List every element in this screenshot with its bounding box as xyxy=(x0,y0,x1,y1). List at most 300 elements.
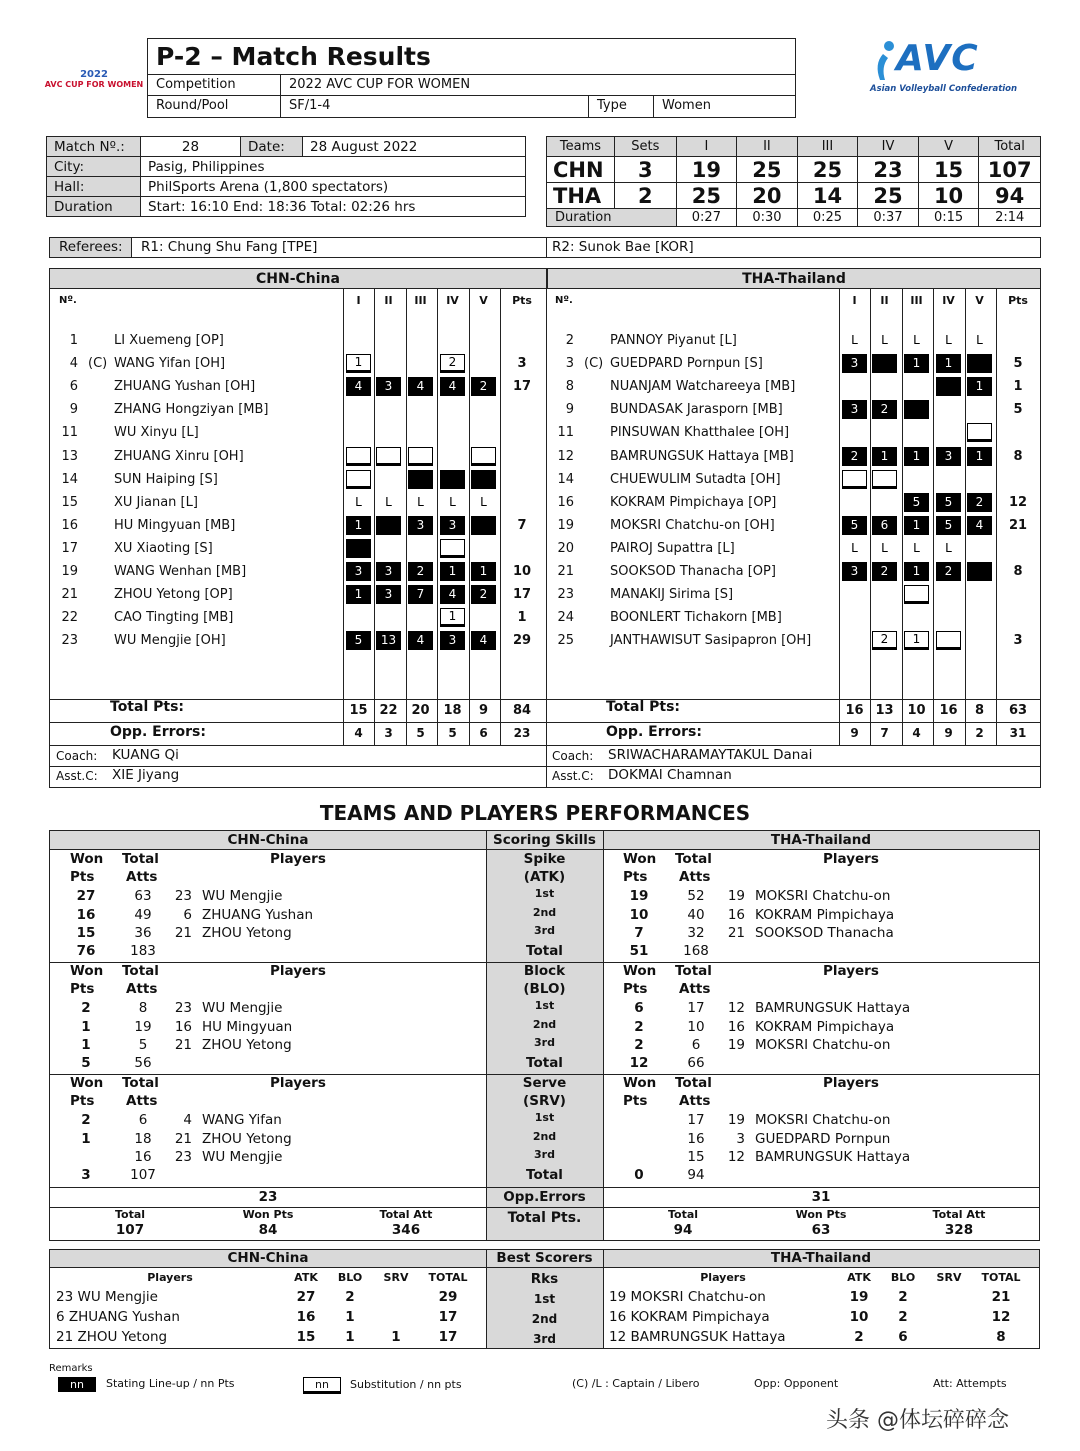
best-stat: 8 xyxy=(996,1329,1006,1345)
set-cell: 1 xyxy=(936,354,961,373)
total-pts-value: 8 xyxy=(974,703,985,718)
player-number: 21 xyxy=(61,587,78,603)
player-number: 21 xyxy=(174,1130,192,1147)
pts-label: Pts xyxy=(70,1093,95,1109)
rank-label: 2nd xyxy=(532,1017,557,1031)
won-pts: 1 xyxy=(81,1018,91,1035)
player-number: 13 xyxy=(61,448,78,464)
player-name: ZHOU Yetong xyxy=(202,1037,292,1053)
best-stat: 1 xyxy=(345,1309,355,1325)
set-cell: 2 xyxy=(842,447,867,466)
opp-errors-value: 4 xyxy=(354,726,363,740)
opp-errors-value: 9 xyxy=(850,726,859,740)
total-atts: 32 xyxy=(687,925,705,941)
won-pts-total: 0 xyxy=(634,1167,644,1183)
player-number: 23 xyxy=(174,1149,192,1165)
asst-coach-name: DOKMAI Chamnan xyxy=(608,767,732,783)
set-col-header: IV xyxy=(446,294,459,307)
column-line xyxy=(374,289,375,745)
opp-errors-value: 4 xyxy=(912,726,921,740)
player-name: GUEDPARD Pornpun [S] xyxy=(610,356,763,372)
set-cell: L xyxy=(851,333,858,347)
won-label: Won xyxy=(623,1075,657,1091)
set-cell: 2 xyxy=(872,562,897,581)
set-cell: 13 xyxy=(376,631,401,650)
player-number: 4 xyxy=(69,356,78,372)
best-team-chn: CHN-China xyxy=(227,1250,309,1266)
best-scorers-label: Best Scorers xyxy=(496,1250,593,1266)
set-cell: 3 xyxy=(842,400,867,419)
substitution-remark: Substitution / nn pts xyxy=(350,1378,462,1391)
player-name: ZHANG Hongziyan [MB] xyxy=(114,402,269,418)
player-number: 15 xyxy=(61,494,78,510)
score-cell: 94 xyxy=(979,183,1041,209)
set-col-header: III xyxy=(910,294,923,307)
player-number: 19 xyxy=(61,564,78,579)
set-col-header: I xyxy=(852,294,857,307)
player-name: KOKRAM Pimpichaya [OP] xyxy=(610,494,777,510)
asst-coach-name: XIE Jiyang xyxy=(112,767,180,783)
duration-cell: 0:25 xyxy=(797,209,858,227)
skill-code: (ATK) xyxy=(523,869,566,885)
total-col-label: Won Pts xyxy=(795,1208,847,1221)
score-header-cell: III xyxy=(797,137,858,157)
set-col-header: IV xyxy=(942,294,955,307)
duration-row-label: Duration xyxy=(547,209,677,227)
set-cell: L xyxy=(417,494,424,509)
total-col-value: 346 xyxy=(391,1222,421,1238)
set-cell xyxy=(346,447,371,466)
column-line xyxy=(933,289,934,745)
player-number: 1 xyxy=(69,333,78,348)
player-name: ZHUANG Xinru [OH] xyxy=(114,448,244,464)
perf-column-line xyxy=(603,831,604,1240)
pts-label: Pts xyxy=(70,981,95,997)
player-number: 12 xyxy=(727,1149,745,1165)
best-stat: 29 xyxy=(438,1289,458,1305)
set-cell xyxy=(872,354,897,373)
best-col-header: TOTAL xyxy=(428,1271,468,1284)
set-cell: L xyxy=(881,333,888,347)
set-cell: L xyxy=(385,494,392,509)
duration-cell: 0:15 xyxy=(918,209,979,227)
total-label: Total xyxy=(122,851,159,867)
player-pts xyxy=(998,606,1038,629)
scoring-skills-label: Scoring Skills xyxy=(493,832,596,848)
set-cell: 2 xyxy=(471,377,496,396)
rank-label: 3rd xyxy=(534,924,555,937)
best-player: 16 KOKRAM Pimpichaya xyxy=(609,1309,770,1325)
set-cell: 1 xyxy=(471,562,496,581)
won-pts: 10 xyxy=(629,906,649,923)
number-col-header: Nº. xyxy=(555,295,573,306)
player-name: WU Mengjie xyxy=(202,888,283,904)
best-stat: 17 xyxy=(438,1309,458,1325)
total-row-label: Total xyxy=(526,1167,563,1183)
player-number: 16 xyxy=(61,517,78,533)
total-col-label: Won Pts xyxy=(242,1208,294,1221)
date-value: 28 August 2022 xyxy=(303,137,526,157)
set-cell: 4 xyxy=(440,377,465,396)
set-cell: 3 xyxy=(346,562,371,581)
won-pts: 2 xyxy=(81,1000,91,1016)
set-cell: 1 xyxy=(346,516,371,535)
rank-label: 1st xyxy=(534,999,555,1012)
player-number: 14 xyxy=(61,471,78,487)
opp-errors-value: 5 xyxy=(416,726,425,740)
best-team-tha: THA-Thailand xyxy=(770,1250,872,1266)
best-scorers-table xyxy=(49,1249,1040,1349)
best-stat: 12 xyxy=(991,1309,1011,1325)
captain-mark: (C) xyxy=(88,356,108,372)
player-name: JANTHAWISUT Sasipapron [OH] xyxy=(610,633,812,649)
won-label: Won xyxy=(623,963,657,979)
set-cell: L xyxy=(913,333,920,347)
player-pts: 8 xyxy=(1013,448,1023,464)
avc-logo-sub: Asian Volleyball Confederation xyxy=(870,84,1018,94)
set-cell: L xyxy=(913,540,920,555)
set-cell: L xyxy=(449,494,456,509)
duration-cell: 0:30 xyxy=(737,209,798,227)
total-atts-total: 107 xyxy=(130,1167,156,1183)
starting-remark: Stating Line-up / nn Pts xyxy=(106,1377,235,1390)
city-value: Pasig, Philippines xyxy=(141,157,526,177)
pts-label: Pts xyxy=(623,981,648,997)
best-stat: 17 xyxy=(438,1329,458,1345)
rank-label: 1st xyxy=(533,1292,556,1306)
total-atts-total: 94 xyxy=(687,1167,705,1183)
set-cell xyxy=(967,562,992,581)
player-name: MOKSRI Chatchu-on xyxy=(755,1037,891,1053)
duration-value: Start: 16:10 End: 18:36 Total: 02:26 hrs xyxy=(141,197,526,217)
referees-label: Referees: xyxy=(50,238,132,257)
total-pts-value: 18 xyxy=(443,703,462,718)
team-header-chn: CHN-China xyxy=(50,269,546,289)
player-name: WU Mengjie [OH] xyxy=(114,633,226,649)
match-no: 28 xyxy=(141,137,241,157)
player-number: 20 xyxy=(557,540,574,556)
column-line xyxy=(406,289,407,745)
score-cell: 23 xyxy=(858,157,919,183)
set-cell: L xyxy=(480,494,487,509)
date-label: Date: xyxy=(241,137,303,157)
won-pts: 2 xyxy=(634,1037,644,1053)
player-number: 16 xyxy=(727,906,745,923)
player-name: ZHOU Yetong [OP] xyxy=(114,587,233,603)
set-col-header: I xyxy=(356,294,361,307)
player-pts: 21 xyxy=(1008,517,1028,533)
player-number: 14 xyxy=(557,471,574,487)
won-label: Won xyxy=(70,851,104,867)
player-number: 9 xyxy=(69,402,78,418)
set-cell: 5 xyxy=(904,493,929,512)
won-pts: 2 xyxy=(81,1112,91,1128)
best-col-header: TOTAL xyxy=(981,1271,1021,1284)
set-col-header: II xyxy=(384,294,393,307)
player-name: MANAKIJ Sirima [S] xyxy=(610,587,734,603)
set-col-header: III xyxy=(414,294,427,307)
set-cell xyxy=(471,470,496,489)
set-cell: 1 xyxy=(904,562,929,581)
set-cell xyxy=(872,470,897,489)
total-label: Total xyxy=(675,851,712,867)
player-name: BAMRUNGSUK Hattaya xyxy=(755,1149,911,1165)
set-col-header: V xyxy=(975,294,984,307)
best-col-header: Players xyxy=(147,1271,193,1284)
perf-team-chn: CHN-China xyxy=(227,832,309,848)
best-col-header: Players xyxy=(700,1271,746,1284)
set-cell xyxy=(936,631,961,650)
player-name: XU Jianan [L] xyxy=(114,494,198,510)
performance-table xyxy=(49,830,1040,1241)
player-pts xyxy=(502,398,542,421)
set-cell xyxy=(904,400,929,419)
duration-cell: 2:14 xyxy=(979,209,1041,227)
total-atts-total: 183 xyxy=(130,943,156,959)
total-atts: 15 xyxy=(687,1149,705,1165)
total-label: Total xyxy=(122,963,159,979)
player-number: 12 xyxy=(727,1000,745,1016)
total-row-label: Total xyxy=(526,943,563,959)
set-cell: 6 xyxy=(872,516,897,535)
opp-errors-value: 31 xyxy=(1009,726,1027,740)
best-stat: 2 xyxy=(898,1309,908,1325)
column-line xyxy=(500,289,501,745)
won-pts: 1 xyxy=(81,1130,91,1147)
player-pts: 5 xyxy=(1013,402,1023,418)
player-pts xyxy=(502,329,542,352)
atts-label: Atts xyxy=(679,1093,711,1109)
set-cell: 5 xyxy=(842,516,867,535)
column-line xyxy=(902,289,903,745)
set-cell: 1 xyxy=(904,354,929,373)
total-col-value: 94 xyxy=(673,1222,693,1238)
best-player: 12 BAMRUNGSUK Hattaya xyxy=(609,1329,786,1345)
player-pts: 12 xyxy=(1008,494,1028,510)
set-cell xyxy=(408,447,433,466)
total-pts-value: 16 xyxy=(845,703,864,718)
set-cell xyxy=(904,585,929,604)
atts-label: Atts xyxy=(679,869,711,885)
player-name: ZHUANG Yushan [OH] xyxy=(114,379,256,395)
player-name: ZHOU Yetong xyxy=(202,925,292,941)
best-col-header: ATK xyxy=(847,1271,871,1284)
total-atts: 10 xyxy=(687,1018,705,1035)
best-stat: 2 xyxy=(854,1329,864,1345)
player-number: 6 xyxy=(69,379,78,395)
set-cell: 1 xyxy=(904,447,929,466)
player-number: 23 xyxy=(174,888,192,904)
avc-cup-logo: 2022 AVC CUP FOR WOMEN xyxy=(44,69,144,89)
total-pts-value: 22 xyxy=(379,703,398,718)
set-cell: 4 xyxy=(346,377,371,396)
set-cell: 3 xyxy=(376,562,401,581)
won-pts: 7 xyxy=(634,925,644,941)
player-pts: 10 xyxy=(512,564,532,579)
set-cell: 5 xyxy=(346,631,371,650)
score-header-cell: Sets xyxy=(614,137,676,157)
player-name: HU Mingyuan [MB] xyxy=(114,517,236,533)
score-header-cell: II xyxy=(737,137,798,157)
asst-line xyxy=(50,766,1040,767)
atts-label: Atts xyxy=(126,1093,158,1109)
avc-cup-logo-text: AVC CUP FOR WOMEN xyxy=(44,80,144,89)
player-name: PINSUWAN Khatthalee [OH] xyxy=(610,425,790,441)
player-pts xyxy=(502,421,542,444)
captain-remark: (C) /L : Captain / Libero xyxy=(572,1377,700,1390)
match-no-label: Match Nº.: xyxy=(47,137,141,157)
player-number: 21 xyxy=(557,564,574,579)
won-pts-total: 12 xyxy=(629,1055,649,1071)
perf-team-tha: THA-Thailand xyxy=(770,832,872,848)
total-pts-value: 16 xyxy=(939,703,958,718)
total-label: Total xyxy=(122,1075,159,1091)
set-cell: 1 xyxy=(904,516,929,535)
player-name: KOKRAM Pimpichaya xyxy=(755,906,895,923)
best-stat: 6 xyxy=(898,1329,908,1345)
set-cell: 4 xyxy=(440,585,465,604)
set-cell xyxy=(936,377,961,396)
player-pts xyxy=(998,421,1038,444)
set-cell: 1 xyxy=(904,631,929,650)
set-cell: 4 xyxy=(408,377,433,396)
number-col-header: Nº. xyxy=(59,295,77,306)
player-number: 11 xyxy=(557,425,574,441)
player-name: HU Mingyuan xyxy=(202,1018,293,1035)
pts-label: Pts xyxy=(623,1093,648,1109)
column-line xyxy=(469,289,470,745)
pts-col-header: Pts xyxy=(1008,294,1028,307)
player-name: SOOKSOD Thanacha xyxy=(755,925,894,941)
opp-remark: Opp: Opponent xyxy=(754,1377,839,1390)
player-name: PANNOY Piyanut [L] xyxy=(610,333,737,348)
player-number: 21 xyxy=(727,925,745,941)
opp-errors-label: Opp. Errors: xyxy=(606,724,702,740)
remarks-label: Remarks xyxy=(49,1363,93,1374)
rank-label: 2nd xyxy=(532,1129,557,1143)
score-table xyxy=(546,136,1041,227)
substitution-box: nn xyxy=(303,1377,341,1394)
player-pts: 8 xyxy=(1013,564,1023,579)
players-label: Players xyxy=(823,963,879,979)
opp-errors-label: Opp. Errors: xyxy=(110,724,206,740)
set-cell: 2 xyxy=(408,562,433,581)
player-number: 19 xyxy=(727,888,745,904)
set-cell: L xyxy=(945,333,952,347)
pts-label: Pts xyxy=(623,869,648,885)
player-pts: 3 xyxy=(517,356,527,372)
total-pts-value: 10 xyxy=(907,703,926,718)
total-atts: 18 xyxy=(134,1130,152,1147)
rank-label: 2nd xyxy=(532,905,557,919)
won-pts: 1 xyxy=(81,1037,91,1053)
set-cell: 2 xyxy=(440,354,465,373)
player-number: 16 xyxy=(174,1018,192,1035)
rank-label: 1st xyxy=(534,887,555,900)
column-line xyxy=(839,289,840,745)
best-player: 6 ZHUANG Yushan xyxy=(56,1309,180,1325)
set-cell: 5 xyxy=(936,493,961,512)
won-pts: 15 xyxy=(76,925,96,941)
round-label: Round/Pool xyxy=(148,96,281,117)
opp-errors-value: 3 xyxy=(384,726,393,740)
total-label: Total xyxy=(675,1075,712,1091)
set-cell: 2 xyxy=(872,400,897,419)
total-pts-value: 15 xyxy=(349,703,368,718)
coach-line xyxy=(50,745,1040,746)
best-stat: 16 xyxy=(296,1309,316,1325)
score-cell: 3 xyxy=(614,157,676,183)
set-cell: L xyxy=(355,494,362,509)
player-name: BAMRUNGSUK Hattaya xyxy=(755,1000,911,1016)
total-pts-value: 13 xyxy=(875,703,894,718)
total-col-label: Total xyxy=(667,1208,699,1221)
set-cell: 4 xyxy=(471,631,496,650)
opp-line xyxy=(50,722,1040,723)
hall-label: Hall: xyxy=(47,177,141,197)
player-pts xyxy=(502,537,542,560)
player-name: ZHOU Yetong xyxy=(202,1130,292,1147)
total-atts: 8 xyxy=(138,1000,148,1016)
player-pts: 17 xyxy=(512,587,532,603)
total-atts: 6 xyxy=(138,1112,148,1128)
set-cell xyxy=(440,470,465,489)
rank-label: 2nd xyxy=(531,1312,558,1326)
rank-label: 1st xyxy=(534,1111,555,1124)
players-label: Players xyxy=(823,851,879,867)
player-pts xyxy=(998,329,1038,352)
best-stat: 2 xyxy=(345,1289,355,1305)
total-col-label: Total Att xyxy=(932,1208,986,1221)
player-number: 16 xyxy=(727,1018,745,1035)
tha-opp-errors: 31 xyxy=(811,1189,831,1205)
set-cell: 3 xyxy=(936,447,961,466)
total-atts: 17 xyxy=(687,1112,705,1128)
player-number: 23 xyxy=(174,1000,192,1016)
pts-col-header: Pts xyxy=(512,294,532,307)
player-name: NUANJAM Watchareeya [MB] xyxy=(610,379,796,395)
totpts-separator xyxy=(50,1207,1039,1208)
players-label: Players xyxy=(270,1075,326,1091)
set-cell: 3 xyxy=(408,516,433,535)
column-line xyxy=(437,289,438,745)
player-name: WANG Yifan [OH] xyxy=(114,356,226,372)
player-name: WU Mengjie xyxy=(202,1000,283,1016)
player-number: 12 xyxy=(557,448,574,464)
column-line xyxy=(996,289,997,745)
performance-title: TEAMS AND PLAYERS PERFORMANCES xyxy=(319,801,751,825)
player-name: ZHUANG Yushan xyxy=(202,906,314,923)
best-stat: 15 xyxy=(296,1329,316,1345)
set-cell: 2 xyxy=(936,562,961,581)
player-number: 3 xyxy=(565,356,574,372)
set-cell: 3 xyxy=(440,631,465,650)
total-pts-label: Total Pts: xyxy=(110,699,185,715)
player-number: 22 xyxy=(61,610,78,626)
set-cell: 4 xyxy=(408,631,433,650)
total-col-value: 107 xyxy=(115,1222,145,1238)
total-col-value: 63 xyxy=(811,1222,831,1238)
score-cell: 19 xyxy=(676,157,737,183)
player-pts: 7 xyxy=(517,517,527,533)
total-atts: 40 xyxy=(687,906,705,923)
set-cell: 4 xyxy=(967,516,992,535)
score-cell: 25 xyxy=(676,183,737,209)
best-stat: 2 xyxy=(898,1289,908,1305)
player-name: MOKSRI Chatchu-on xyxy=(755,1112,891,1128)
roster-panel xyxy=(49,268,1041,788)
best-stat: 10 xyxy=(849,1309,869,1325)
